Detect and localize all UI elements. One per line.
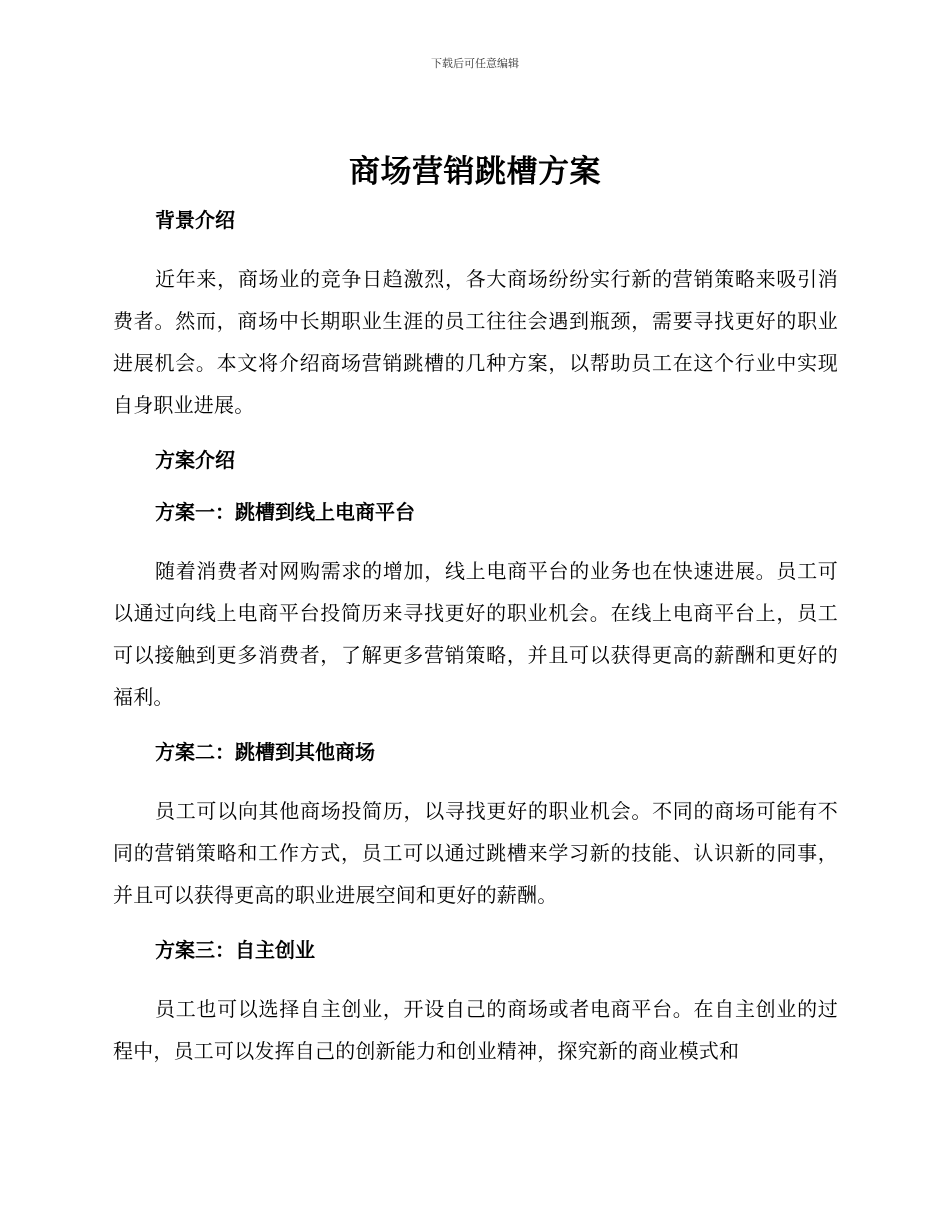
section-heading-plan-two: 方案二：跳槽到其他商场 [155,740,375,764]
paragraph-background: 近年来，商场业的竞争日趋激烈，各大商场纷纷实行新的营销策略来吸引消费者。然而，商场中长期职业生涯的员工往往会遇到瓶颈，需要寻找更好的职业进展机会。本文将介绍商场营销跳槽的几种方案，以帮助员工在这个行业中实现自身职业进展。 [113,267,838,417]
paragraph-plan-three: 员工也可以选择自主创业，开设自己的商场或者电商平台。在自主创业的过程中，员工可以发挥自己的创新能力和创业精神，探究新的商业模式和 [113,997,838,1063]
paragraph-plan-two: 员工可以向其他商场投简历，以寻找更好的职业机会。不同的商场可能有不同的营销策略和工作方式，员工可以通过跳槽来学习新的技能、认识新的同事，并且可以获得更高的职业进展空间和更好的薪酬。 [113,799,838,907]
header-note: 下载后可任意编辑 [431,57,519,70]
section-heading-plan-one: 方案一：跳槽到线上电商平台 [155,500,415,524]
document-title: 商场营销跳槽方案 [349,154,601,190]
document-body [113,198,838,1092]
section-heading-background: 背景介绍 [155,208,235,232]
section-heading-plans: 方案介绍 [155,448,235,472]
paragraph-plan-one: 随着消费者对网购需求的增加，线上电商平台的业务也在快速进展。员工可以通过向线上电商平台投简历来寻找更好的职业机会。在线上电商平台上，员工可以接触到更多消费者，了解更多营销策略，并且可以获得更高的薪酬和更好的福利。 [113,559,838,709]
section-heading-plan-three: 方案三：自主创业 [155,938,315,962]
